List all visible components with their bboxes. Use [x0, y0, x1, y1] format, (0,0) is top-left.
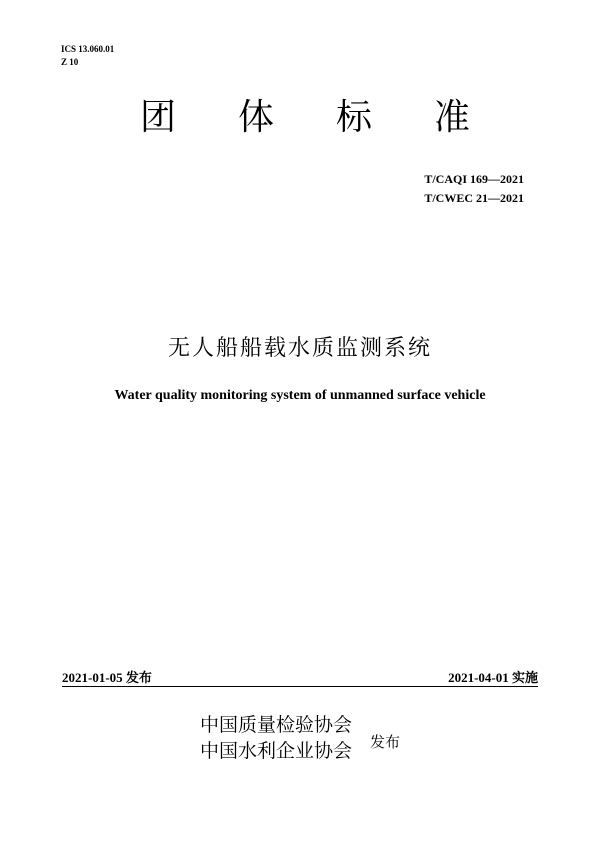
- title-char-3: 标: [335, 97, 372, 138]
- publish-label: 发布: [370, 733, 401, 751]
- ccs-code: Z 10: [61, 57, 79, 67]
- standard-title-english: Water quality monitoring system of unmanned surface vehicle: [114, 388, 486, 403]
- title-char-4: 准: [433, 97, 470, 138]
- issue-date: 2021-01-05 发布: [62, 670, 152, 685]
- standard-title-chinese: 无人船船载水质监测系统: [167, 336, 432, 361]
- title-char-1: 团: [140, 97, 177, 138]
- publisher-cwec: 中国水利企业协会: [200, 740, 353, 762]
- standard-numbers: [424, 170, 524, 208]
- divider-line: [62, 686, 538, 687]
- standard-number-cwec: T/CWEC 21—2021: [424, 191, 524, 205]
- title-char-2: 体: [237, 97, 274, 138]
- implementation-date: 2021-04-01 实施: [448, 670, 538, 685]
- publisher-list: [200, 712, 352, 764]
- publisher-caqi: 中国质量检验协会: [200, 714, 353, 736]
- ics-code: ICS 13.060.01: [61, 44, 115, 54]
- document-type-title: [140, 98, 470, 138]
- standard-number-caqi: T/CAQI 169—2021: [424, 172, 524, 186]
- classification-codes: [61, 43, 114, 69]
